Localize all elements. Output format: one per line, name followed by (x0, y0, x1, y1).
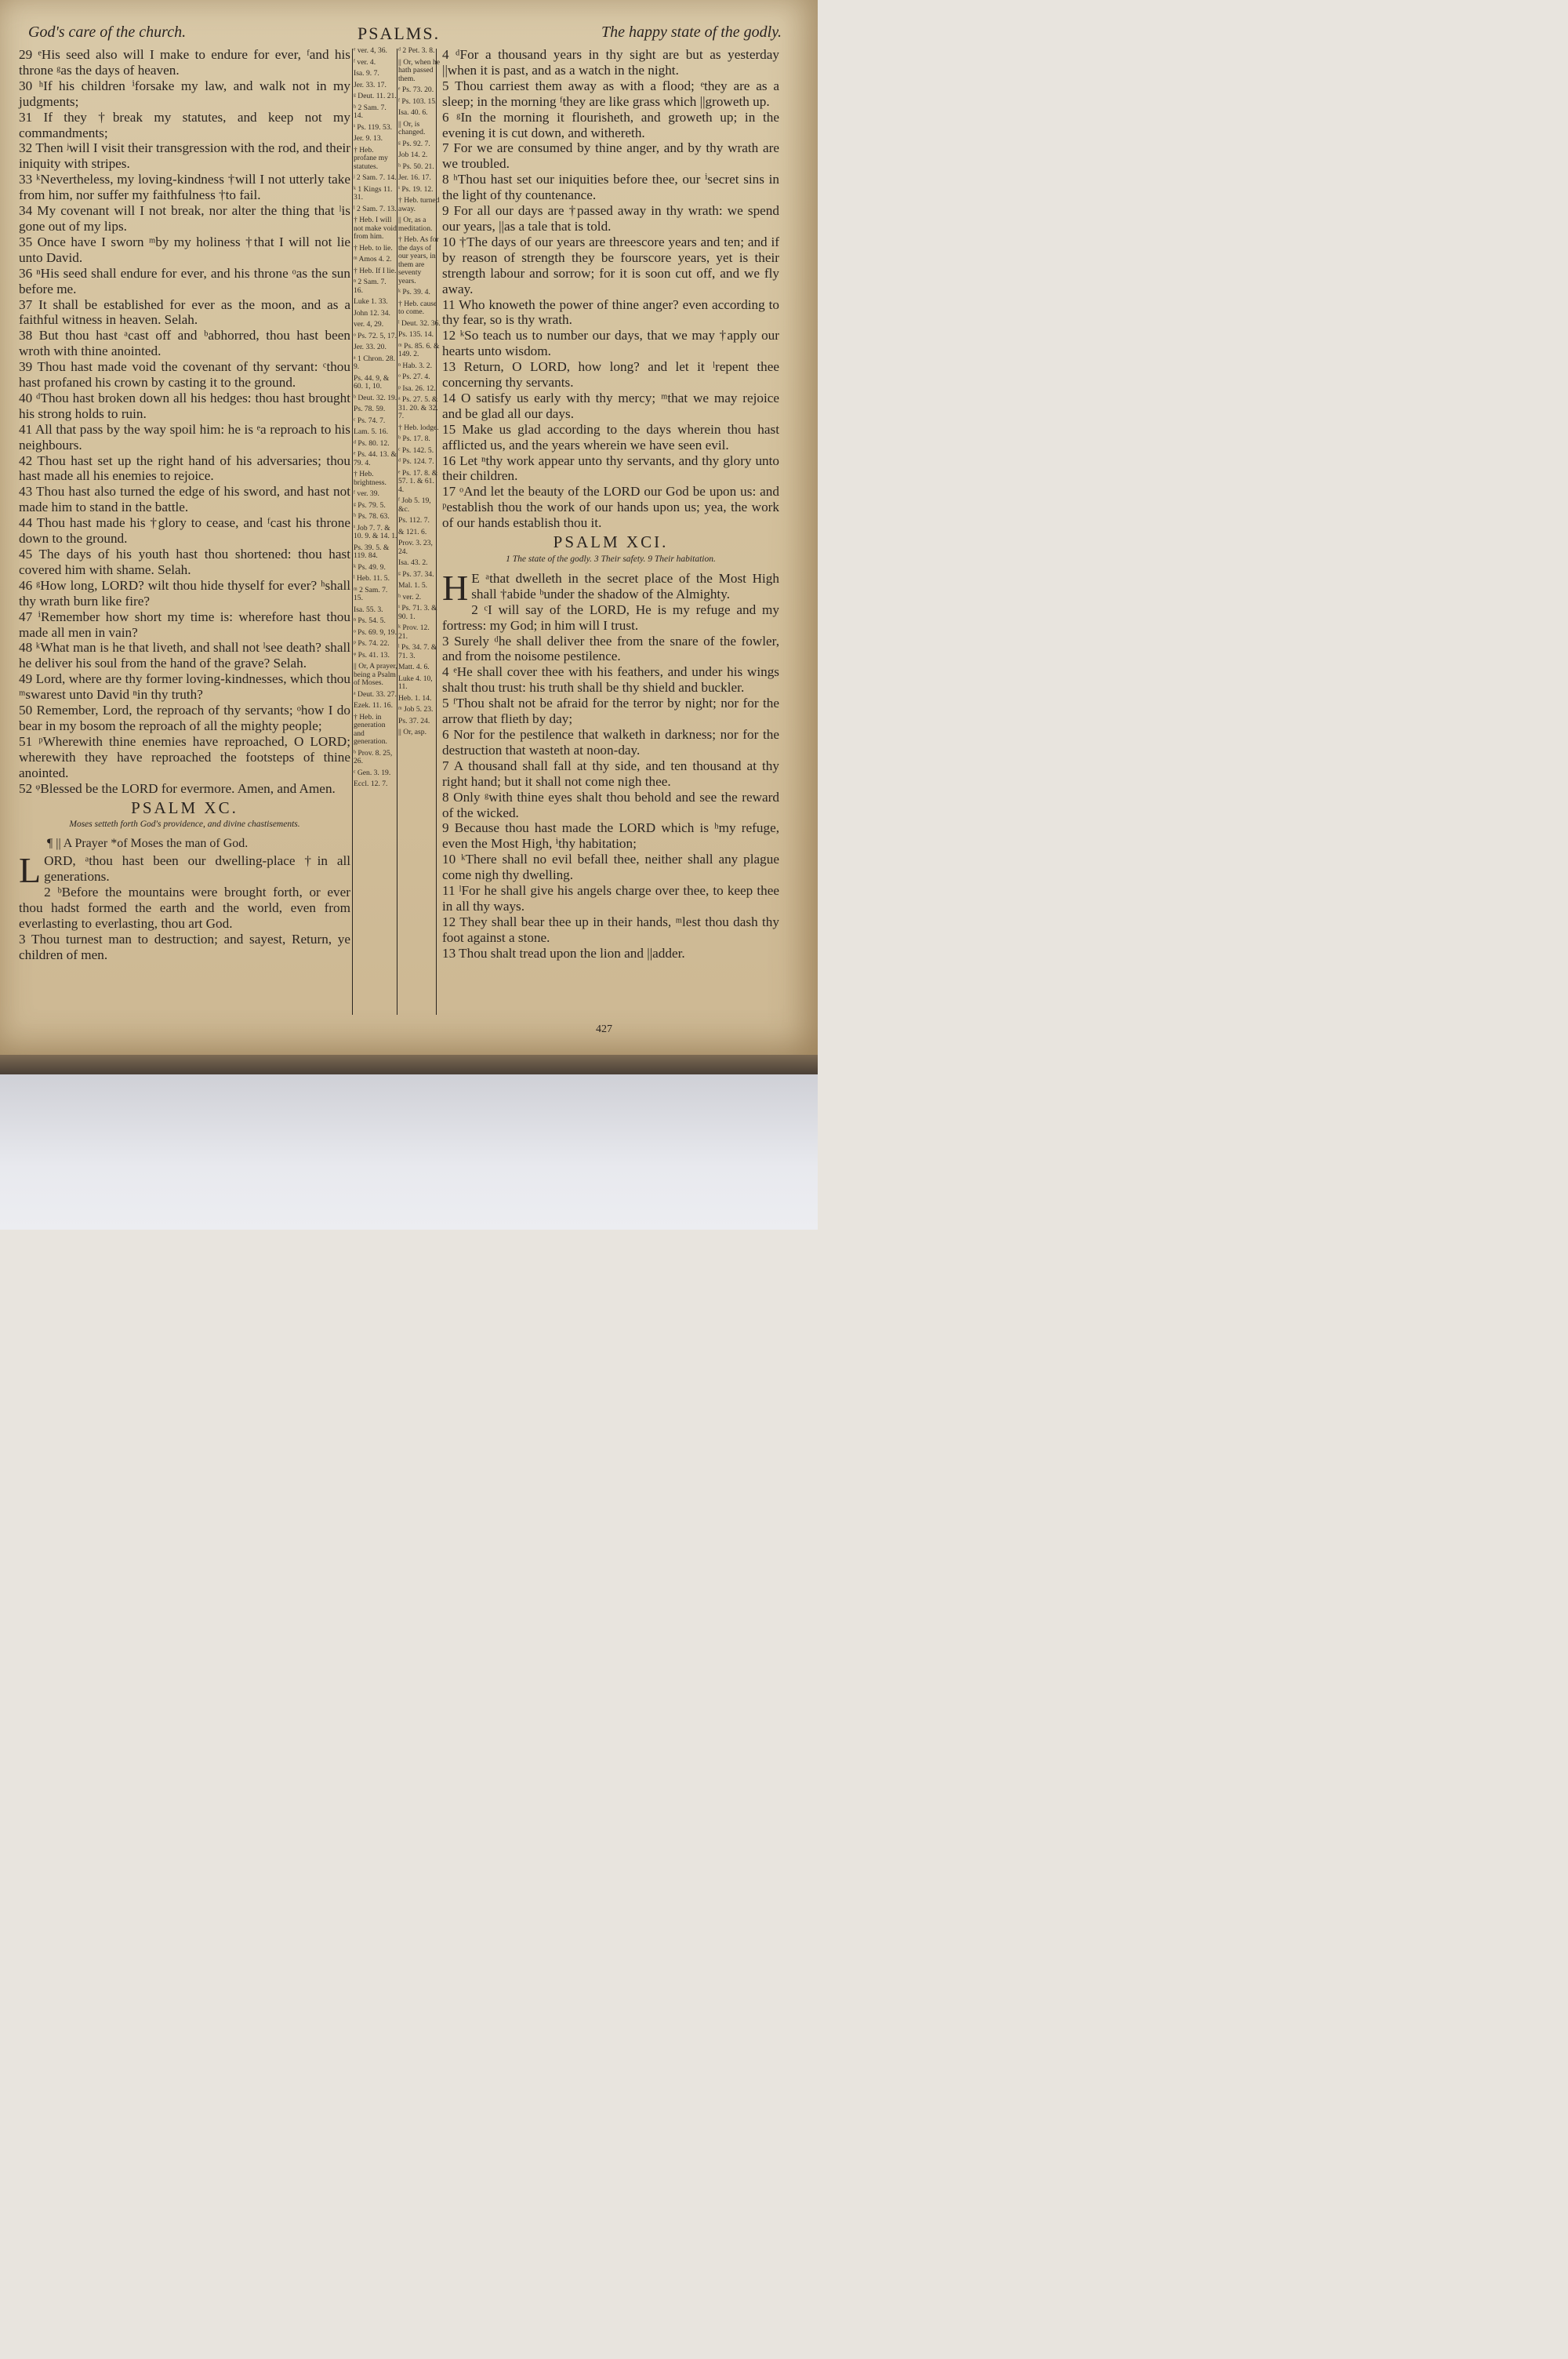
verse: 14 O satisfy us early with thy mercy; ᵐthat we may rejoice and be glad all our days. (442, 390, 779, 421)
margin-reference: Isa. 43. 2. (398, 558, 428, 567)
margin-reference: ᵉ ver. 4, 36. (354, 46, 387, 55)
verse: 29 ᵉHis seed also will I make to endure for ever, ᶠand his throne ᵍas the days of heaven. (19, 47, 350, 78)
psalm-90-prefix: ¶ || A Prayer *of Moses the man of God. (47, 837, 249, 851)
margin-reference: Jer. 33. 17. (354, 80, 387, 89)
header-right: The happy state of the godly. (601, 24, 782, 41)
verse: 45 The days of his youth hast thou shortened: thou hast covered him with shame. Selah. (19, 547, 350, 577)
margin-reference: Jer. 16. 17. (398, 173, 431, 182)
margin-reference: ⁿ Ps. 54. 5. (354, 616, 386, 625)
header-title: PSALMS. (358, 24, 441, 43)
margin-reference: ˡ Heb. 11. 5. (354, 574, 390, 583)
margin-reference: Matt. 4. 6. (398, 663, 430, 671)
verse: 31 If they †break my statutes, and keep not my commandments; (19, 109, 350, 140)
margin-reference: ᵈ 2 Pet. 3. 8. (398, 46, 435, 55)
verse: 35 Once have I sworn ᵐby my holiness †that I will not lie unto David. (19, 234, 350, 265)
verse: 41 All that pass by the way spoil him: he is ᵉa reproach to his neighbours. (19, 421, 350, 453)
margin-reference: ᵠ Ps. 41. 13. (354, 650, 390, 660)
verse: 52 ᵠBlessed be the LORD for evermore. Amen, and Amen. (19, 780, 336, 796)
margin-reference: ᵖ Ps. 74. 22. (354, 639, 390, 648)
verse: 17 ᵒAnd let the beauty of the LORD our God be upon us: and ᵖestablish thou the work of our hands upon us; yea, the work of our hands establish thou it. (442, 484, 779, 531)
running-head (28, 22, 782, 44)
verse: 34 My covenant will I not break, nor alter the thing that ˡis gone out of my lips. (19, 203, 350, 234)
psalm-91-title: PSALM XCI. (553, 533, 669, 552)
margin-reference: Ps. 37. 24. (398, 716, 430, 725)
margin-reference: ⁿ 2 Sam. 7. 16. (354, 278, 387, 295)
margin-rule-left (352, 49, 353, 1015)
margin-reference: Ezek. 11. 16. (354, 701, 393, 710)
verse: 5 Thou carriest them away as with a flood; ᵉthey are as a sleep; in the morning ᶠthey are like grass which ||groweth up. (442, 78, 779, 109)
margin-reference: † Heb. profane my statutes. (354, 145, 388, 171)
margin-reference: ᵒ Ps. 69. 9, 19. (354, 627, 397, 637)
dropcap-h: H (442, 567, 469, 608)
verse: 5 ᶠThou shalt not be afraid for the terror by night; nor for the arrow that flieth by day; (442, 696, 779, 727)
margin-reference: ᵐ Job 5. 23. (398, 705, 434, 714)
margin-reference: ᵇ Ps. 17. 8. (398, 434, 430, 443)
margin-reference: Luke 1. 33. (354, 297, 388, 306)
margin-reference: ver. 4, 29. (354, 320, 384, 329)
verse: 32 Then ʲwill I visit their transgression with the rod, and their iniquity with stripes. (19, 140, 350, 172)
verse: 7 A thousand shall fall at thy side, and ten thousand at thy right hand; but it shall not come nigh thee. (442, 758, 779, 789)
verse: 47 ⁱRemember how short my time is: wherefore hast thou made all men in vain? (19, 609, 350, 640)
verse: 7 For we are consumed by thine anger, and by thy wrath are we troubled. (442, 140, 779, 172)
psalm-91-summary: 1 The state of the godly. 3 Their safety. 9 Their habitation. (506, 554, 716, 564)
margin-reference: ᵍ Ps. 37. 34. (398, 569, 434, 579)
margin-reference: ˡ Deut. 32. 36. (398, 318, 441, 328)
verse: 12 ᵏSo teach us to number our days, that we may †apply our hearts unto wisdom. (442, 328, 779, 359)
verse: 46 ᵍHow long, LORD? wilt thou hide thyself for ever? ʰshall thy wrath burn like fire? (19, 577, 350, 609)
margin-reference: ᵉ Ps. 44. 13. & 79. 4. (354, 450, 397, 467)
margin-reference: † Heb. cause to come. (398, 299, 437, 316)
verse: 36 ⁿHis seed shall endure for ever, and his throne ᵒas the sun before me. (19, 265, 350, 296)
margin-reference: Ps. 135. 14. (398, 330, 434, 339)
book-page (0, 0, 818, 1059)
margin-reference: Ps. 78. 59. (354, 405, 386, 413)
margin-reference: Luke 4. 10, 11. (398, 674, 433, 691)
verse: 43 Thou hast also turned the edge of his sword, and hast not made him to stand in the battle. (19, 484, 350, 515)
margin-reference: ᵍ Deut. 11. 21. (354, 92, 397, 100)
right-verses (442, 47, 779, 531)
verse: 42 Thou hast set up the right hand of his adversaries; thou hast made all his enemies to rejoice. (19, 453, 350, 484)
psalm-90-summary: Moses setteth forth God's providence, and divine chastisements. (69, 820, 300, 830)
margin-reference: ᶠ Job 5. 19, &c. (398, 496, 431, 514)
verse: 44 Thou hast made his †glory to cease, and ᶠcast his throne down to the ground. (19, 515, 350, 547)
verse: 8 ʰThou hast set our iniquities before thee, our ⁱsecret sins in the light of thy countenance. (442, 172, 779, 203)
psalm-91-verses (442, 602, 779, 961)
margin-reference: || Or, asp. (398, 728, 426, 736)
verse: 16 Let ⁿthy work appear unto thy servants, and thy glory unto their children. (442, 453, 779, 484)
verse: 38 But thou hast ᵃcast off and ᵇabhorred, thou hast been wroth with thine anointed. (19, 328, 350, 359)
verse: 13 Thou shalt tread upon the lion and ||adder. (442, 945, 685, 961)
margin-reference: ᵈ Ps. 124. 7. (398, 457, 434, 466)
psalm-90-verse-1 (19, 850, 350, 891)
right-column (442, 47, 779, 961)
margin-reference: † Heb. As for the days of our years, in them are seventy years. (398, 235, 439, 285)
margin-reference: ʰ 2 Sam. 7. 14. (354, 103, 387, 120)
margin-reference: ⁱ Ps. 119. 53. (354, 122, 393, 132)
verse-text: ORD, ᵃthou hast been our dwelling-place †in all generations. (44, 853, 350, 885)
margin-reference: ʲ 2 Sam. 7. 14. (354, 173, 397, 182)
margin-reference: ᶠ ver. 4. (354, 57, 376, 67)
verse: 50 Remember, Lord, the reproach of thy servants; ᵒhow I do bear in my bosom the reproach of all the mighty people; (19, 703, 350, 733)
margin-reference: ⁱ Job 7. 7. & 10. 9. & 14. 1. (354, 523, 397, 540)
margin-reference: & 121. 6. (398, 527, 427, 536)
margin-reference: || Or, A prayer, being a Psalm of Moses. (354, 662, 397, 687)
margin-reference: ᵐ 2 Sam. 7. 15. (354, 585, 388, 602)
margin-reference: ⁱ Ps. 71. 3. & 90. 1. (398, 604, 437, 621)
margin-reference: ᵇ Prov. 8. 25, 26. (354, 748, 393, 765)
psalm-90-verse-2: 2 ᵇBefore the mountains were brought forth, or ever thou hadst formed the earth and the world, even from everlasting to everlasting, thou art God. (19, 885, 350, 931)
margin-reference: Jer. 33. 20. (354, 343, 387, 351)
margin-reference: † Heb. to lie. (354, 243, 393, 253)
background-surface (0, 1074, 818, 1230)
verse: 13 Return, O LORD, how long? and let it ˡrepent thee concerning thy servants. (442, 359, 779, 391)
verse: 37 It shall be established for ever as the moon, and as a faithful witness in heaven. Selah. (19, 296, 350, 328)
margin-reference: ᵉ Ps. 73. 20. (398, 85, 434, 94)
verse: 4 ᵈFor a thousand years in thy sight are but as yesterday ||when it is past, and as a watch in the night. (442, 47, 779, 78)
verse: 48 ᵏWhat man is he that liveth, and shall not ˡsee death? shall he deliver his soul from the hand of the grave? Selah. (19, 640, 350, 671)
verse: 8 Only ᵍwith thine eyes shalt thou behold and see the reward of the wicked. (442, 789, 779, 820)
margin-reference: † Heb. If I lie. (354, 266, 397, 275)
margin-reference: || Or, when he hath passed them. (398, 57, 441, 83)
verse: 10 †The days of our years are threescore years and ten; and if by reason of strength they be fourscore years, yet is their strength labour and sorrow; for it is soon cut off, and we fly away. (442, 234, 779, 296)
margin-reference: ᵍ Ps. 79. 5. (354, 500, 386, 510)
verse: 12 They shall bear thee up in their hands, ᵐlest thou dash thy foot against a stone. (442, 914, 779, 945)
margin-reference: ᵉ Ps. 17. 8. & 57. 1. & 61. 4. (398, 468, 438, 494)
verse: 11 ˡFor he shall give his angels charge over thee, to keep thee in all thy ways. (442, 883, 779, 914)
left-column (19, 47, 350, 963)
margin-reference: ˡ 2 Sam. 7. 13. (354, 204, 397, 213)
margin-reference: ᶜ Ps. 74. 7. (354, 416, 386, 425)
margin-reference: ᵐ Ps. 85. 6. & 149. 2. (398, 341, 440, 358)
margin-reference: Eccl. 12. 7. (354, 780, 388, 788)
margin-reference: ᵃ Ps. 27. 5. & 31. 20. & 32. 7. (398, 395, 438, 420)
margin-reference: ᵏ 1 Kings 11. 31. (354, 184, 393, 202)
verse: 39 Thou hast made void the covenant of thy servant: ᶜthou hast profaned his crown by casting it to the ground. (19, 359, 350, 391)
psalm-91-verse-1 (442, 567, 779, 608)
margin-reference: ᶜ Gen. 3. 19. (354, 768, 391, 777)
margin-reference: ᶜ Ps. 142. 5. (398, 445, 434, 455)
margin-reference: Isa. 40. 6. (398, 108, 428, 117)
margin-reference: Jer. 9. 13. (354, 134, 383, 143)
margin-reference: Prov. 3. 23, 24. (398, 539, 433, 556)
margin-reference: Ps. 112. 7. (398, 516, 430, 525)
margin-reference: ᵈ Ps. 80. 12. (354, 438, 390, 448)
margin-reference: ᵏ Prov. 12. 21. (398, 623, 430, 641)
margin-reference: † Heb. brightness. (354, 470, 387, 487)
margin-reference: Job 14. 2. (398, 151, 428, 159)
margin-reference: || Or, is changed. (398, 119, 426, 136)
margin-reference: Isa. 55. 3. (354, 605, 383, 614)
margin-reference: ˡ Ps. 34. 7. & 71. 3. (398, 643, 437, 660)
psalm-90-title: PSALM XC. (131, 798, 238, 817)
verse: 2 ᶜI will say of the LORD, He is my refuge and my fortress: my God; in him will I trust. (442, 602, 779, 633)
margin-reference: ᵏ Ps. 49. 9. (354, 562, 386, 572)
verse: 10 ᵏThere shall no evil befall thee, neither shall any plague come nigh thy dwelling. (442, 852, 779, 883)
margin-references-b (398, 47, 441, 740)
margin-reference: Ps. 39. 5. & 119. 84. (354, 543, 390, 560)
margin-reference: † Heb. turned away. (398, 196, 440, 213)
margin-reference: ᵒ Ps. 72. 5, 17. (354, 331, 397, 340)
verse: 3 Surely ᵈhe shall deliver thee from the snare of the fowler, and from the noisome pestilence. (442, 633, 779, 664)
page-number: 427 (596, 1023, 612, 1035)
margin-reference: ᶠ ver. 39. (354, 489, 379, 498)
margin-reference: Mal. 1. 5. (398, 581, 428, 590)
margin-reference: ᵒ Ps. 27. 4. (398, 373, 430, 381)
margin-reference: Isa. 9. 7. (354, 69, 379, 78)
margin-reference: ʰ Ps. 78. 63. (354, 512, 390, 521)
margin-reference: † Heb. I will not make void from him. (354, 216, 397, 241)
verse: 4 ᵉHe shall cover thee with his feathers, and under his wings shalt thou trust: his truth shall be thy shield and buckler. (442, 664, 779, 696)
margin-reference: ʰ ver. 2. (398, 592, 422, 602)
margin-reference: ᵃ Deut. 33. 27. (354, 689, 397, 699)
margin-references-a (354, 47, 397, 792)
margin-reference: John 12. 34. (354, 308, 390, 318)
margin-reference: ⁿ Hab. 3. 2. (398, 361, 432, 370)
margin-reference: ᵃ 1 Chron. 28. 9. (354, 354, 395, 371)
page-edge (0, 1055, 818, 1074)
verse: 9 Because thou hast made the LORD which is ʰmy refuge, even the Most High, ⁱthy habitation; (442, 820, 779, 852)
dropcap-l: L (19, 850, 42, 891)
margin-reference: ᵇ Deut. 32. 19. (354, 393, 397, 402)
margin-reference: ᵐ Amos 4. 2. (354, 255, 392, 264)
margin-reference: ᵖ Isa. 26. 12. (398, 383, 436, 393)
margin-reference: ᵍ Ps. 92. 7. (398, 139, 430, 148)
margin-reference: ⁱ Ps. 19. 12. (398, 184, 434, 194)
left-verses (19, 47, 350, 797)
verse: 6 ᵍIn the morning it flourisheth, and groweth up; in the evening it is cut down, and withereth. (442, 109, 779, 140)
verse: 11 Who knoweth the power of thine anger? even according to thy fear, so is thy wrath. (442, 296, 779, 328)
psalm-90-verse-3: 3 Thou turnest man to destruction; and sayest, Return, ye children of men. (19, 931, 350, 962)
margin-reference: ʰ Ps. 50. 21. (398, 162, 434, 171)
verse: 30 ʰIf his children ⁱforsake my law, and walk not in my judgments; (19, 78, 350, 109)
verse: 9 For all our days are †passed away in thy wrath: we spend our years, ||as a tale that is told. (442, 203, 779, 234)
margin-reference: Ps. 44. 9, & 60. 1, 10. (354, 373, 390, 391)
margin-reference: Heb. 1. 14. (398, 693, 432, 703)
margin-reference: ᵏ Ps. 39. 4. (398, 288, 430, 296)
margin-reference: ᶠ Ps. 103. 15. (398, 96, 437, 106)
margin-reference: † Heb. in generation and generation. (354, 712, 387, 746)
header-left: God's care of the church. (28, 24, 187, 41)
verse: 15 Make us glad according to the days wherein thou hast afflicted us, and the years wherein we have seen evil. (442, 421, 779, 453)
verse: 6 Nor for the pestilence that walketh in darkness; nor for the destruction that wasteth at noon-day. (442, 726, 779, 758)
margin-reference: Lam. 5. 16. (354, 427, 388, 436)
verse: 51 ᵖWherewith thine enemies have reproached, O LORD; wherewith they have reproached the footsteps of thine anointed. (19, 733, 350, 780)
verse: 40 ᵈThou hast broken down all his hedges: thou hast brought his strong holds to ruin. (19, 390, 350, 421)
margin-reference: || Or, as a meditation. (398, 216, 433, 233)
verse: 33 ᵏNevertheless, my loving-kindness †will I not utterly take from him, nor suffer my faithfulness †to fail. (19, 172, 350, 203)
verse: 49 Lord, where are thy former loving-kindnesses, which thou ᵐswarest unto David ⁿin thy truth? (19, 671, 350, 703)
margin-reference: † Heb. lodge. (398, 423, 439, 432)
verse-text: E ᵃthat dwelleth in the secret place of the Most High shall †abide ᵇunder the shadow of the Almighty. (471, 570, 779, 602)
